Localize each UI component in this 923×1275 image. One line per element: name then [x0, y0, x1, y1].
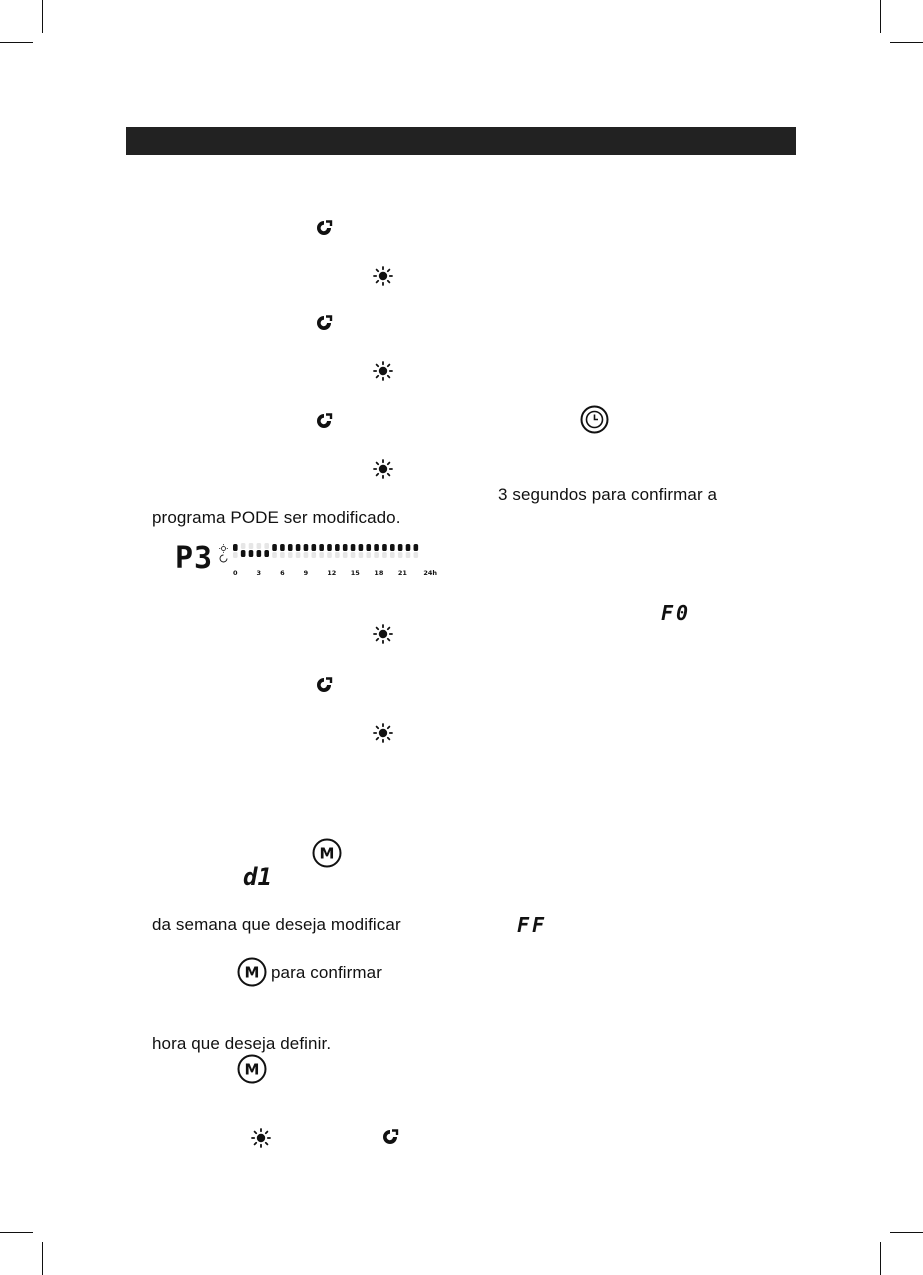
- hour-bar-unlit-18: [374, 552, 379, 558]
- mode-m-icon: [237, 957, 267, 987]
- hour-bar-unlit-19: [382, 552, 387, 558]
- hour-bar-19: [382, 544, 387, 551]
- hour-bar-6: [280, 544, 285, 551]
- hour-bar-20: [390, 544, 395, 551]
- eco-moon-icon: [315, 412, 333, 430]
- hour-bar-3: [257, 550, 262, 557]
- hour-tick-label: 12: [327, 569, 337, 577]
- svg-text:M: M: [319, 844, 335, 863]
- crop-mark-bl-v: [42, 1242, 43, 1275]
- hour-tick-label: 21: [397, 569, 407, 577]
- hour-tick-label: 6: [280, 569, 285, 577]
- hour-bar-8: [296, 544, 301, 551]
- hour-bar-unlit-17: [366, 552, 371, 558]
- hour-bar-unlit-2: [249, 543, 254, 549]
- eco-moon-icon: [315, 219, 333, 237]
- text-program-modifiable: programa PODE ser modificado.: [152, 508, 401, 527]
- hour-bar-1: [241, 550, 246, 557]
- hour-bar-unlit-6: [280, 552, 285, 558]
- hour-bar-14: [343, 544, 348, 551]
- hour-bar-unlit-7: [288, 552, 293, 558]
- svg-text:M: M: [244, 1060, 260, 1079]
- hour-bar-unlit-15: [351, 552, 356, 558]
- hour-bar-unlit-1: [241, 543, 246, 549]
- hour-tick-label: 9: [303, 569, 309, 577]
- hour-bar-10: [312, 544, 317, 551]
- hour-bar-unlit-11: [319, 552, 324, 558]
- comfort-sun-icon: [373, 723, 393, 743]
- hour-bar-unlit-13: [335, 552, 340, 558]
- hour-bar-unlit-4: [264, 543, 269, 549]
- hour-bar-17: [366, 544, 371, 551]
- hour-bar-unlit-3: [257, 543, 262, 549]
- display-code-f0: F0: [661, 601, 692, 625]
- hour-bar-unlit-0: [233, 552, 238, 558]
- display-code-d1: d1: [243, 863, 272, 891]
- hour-bar-unlit-20: [390, 552, 395, 558]
- program-display: [175, 540, 438, 580]
- crop-mark-tl-v: [42, 0, 43, 33]
- mini-sun-icon: [219, 544, 228, 553]
- hour-bar-0: [233, 544, 238, 551]
- hour-bar-unlit-5: [272, 552, 277, 558]
- hour-bar-4: [264, 550, 269, 557]
- hour-tick-label: 24h: [423, 569, 438, 577]
- hour-bar-22: [406, 544, 411, 551]
- hour-bar-unlit-10: [312, 552, 317, 558]
- hour-bar-unlit-21: [398, 552, 403, 558]
- crop-mark-bl-h: [0, 1232, 33, 1233]
- hour-bar-15: [351, 544, 356, 551]
- text-weekday: da semana que deseja modificar: [152, 915, 401, 934]
- svg-text:M: M: [244, 963, 260, 982]
- text-hour: hora que deseja definir.: [152, 1034, 332, 1053]
- crop-mark-br-h: [890, 1232, 923, 1233]
- mode-m-icon: [312, 838, 342, 868]
- hour-bar-18: [374, 544, 379, 551]
- clock-icon: [580, 405, 609, 434]
- program-code: P3: [175, 541, 214, 576]
- hour-bar-11: [319, 544, 324, 551]
- hour-bar-12: [327, 544, 332, 551]
- comfort-sun-icon: [373, 459, 393, 479]
- text-3-seconds: 3 segundos para confirmar a: [498, 485, 718, 504]
- hour-tick-label: 3: [256, 569, 262, 577]
- hour-tick-label: 18: [374, 569, 384, 577]
- hour-bar-13: [335, 544, 340, 551]
- comfort-sun-icon: [373, 266, 393, 286]
- eco-moon-icon: [315, 314, 333, 332]
- crop-mark-tr-v: [880, 0, 881, 33]
- comfort-sun-icon: [373, 361, 393, 381]
- eco-moon-icon: [315, 676, 333, 694]
- hour-bar-21: [398, 544, 403, 551]
- hour-bar-unlit-12: [327, 552, 332, 558]
- hour-bar-unlit-22: [406, 552, 411, 558]
- hour-bar-2: [249, 550, 254, 557]
- hour-tick-label: 0: [233, 569, 238, 577]
- hour-bar-9: [304, 544, 309, 551]
- hour-bar-unlit-8: [296, 552, 301, 558]
- eco-moon-icon: [381, 1128, 399, 1146]
- mini-moon-icon: [219, 554, 228, 563]
- hour-bar-5: [272, 544, 277, 551]
- crop-mark-tr-h: [890, 42, 923, 43]
- hour-bar-23: [414, 544, 419, 551]
- hour-bar-unlit-9: [304, 552, 309, 558]
- comfort-sun-icon: [373, 624, 393, 644]
- display-code-ff: FF: [517, 913, 548, 937]
- text-to-confirm: para confirmar: [271, 963, 382, 982]
- mode-m-icon: [237, 1054, 267, 1084]
- crop-mark-tl-h: [0, 42, 33, 43]
- program-bars: [231, 542, 438, 578]
- hour-tick-label: 15: [350, 569, 360, 577]
- hour-bar-16: [359, 544, 364, 551]
- crop-mark-br-v: [880, 1242, 881, 1275]
- hour-bar-unlit-23: [414, 552, 419, 558]
- hour-bar-7: [288, 544, 293, 551]
- hour-bar-unlit-14: [343, 552, 348, 558]
- section-header-bar: [126, 127, 796, 155]
- hour-bar-unlit-16: [359, 552, 364, 558]
- comfort-sun-icon: [251, 1128, 271, 1148]
